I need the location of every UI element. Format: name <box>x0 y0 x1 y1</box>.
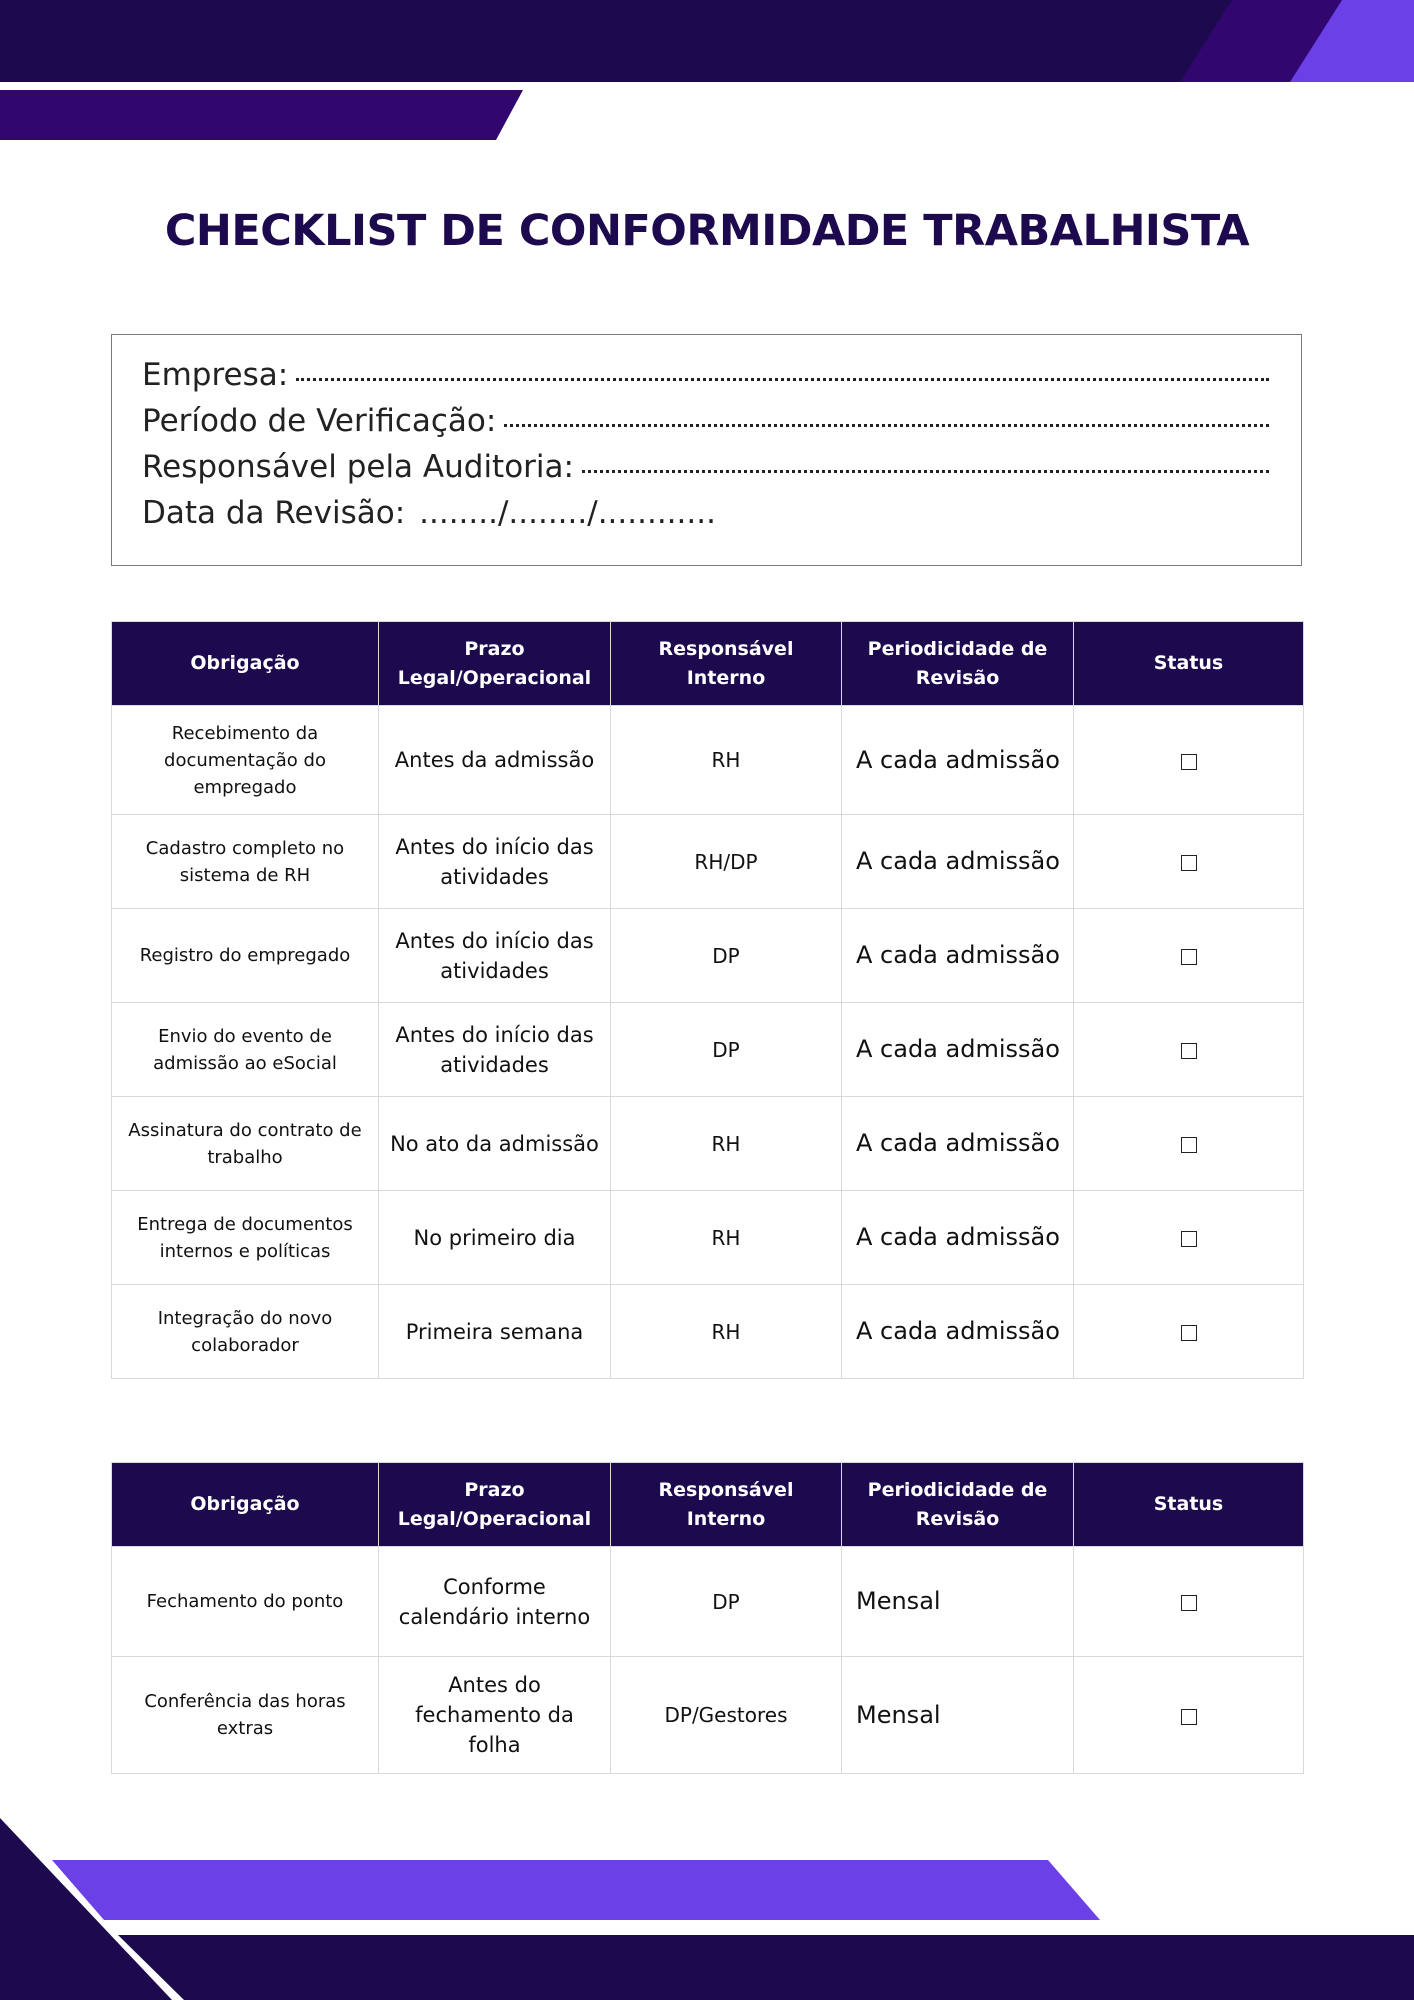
responsavel-line[interactable] <box>142 449 1269 495</box>
table-row <box>112 1003 1304 1097</box>
table-row <box>112 815 1304 909</box>
cell-prazo: Primeira semana <box>379 1285 611 1379</box>
cell-obrigacao: Assinatura do contrato de trabalho <box>112 1097 379 1191</box>
cell-obrigacao: Fechamento do ponto <box>112 1547 379 1657</box>
cell-obrigacao: Envio do evento de admissão ao eSocial <box>112 1003 379 1097</box>
cell-periodicidade: A cada admissão <box>842 1191 1074 1285</box>
status-checkbox[interactable] <box>1181 1231 1197 1247</box>
table-row <box>112 1097 1304 1191</box>
status-checkbox[interactable] <box>1181 754 1197 770</box>
table-header-row <box>112 622 1304 706</box>
cell-periodicidade: A cada admissão <box>842 706 1074 815</box>
header-responsavel: Responsável Interno <box>611 1463 842 1547</box>
cell-prazo: Antes do fechamento da folha <box>379 1657 611 1774</box>
table-header-row <box>112 1463 1304 1547</box>
responsavel-label: Responsável pela Auditoria: <box>142 449 574 485</box>
cell-periodicidade: Mensal <box>842 1657 1074 1774</box>
table-row <box>112 1285 1304 1379</box>
header-decoration <box>0 0 1414 145</box>
cell-status[interactable] <box>1074 815 1304 909</box>
cell-responsavel: RH <box>611 1285 842 1379</box>
header-prazo: Prazo Legal/Operacional <box>379 1463 611 1547</box>
status-checkbox[interactable] <box>1181 855 1197 871</box>
empresa-line[interactable] <box>142 357 1269 403</box>
periodo-label: Período de Verificação: <box>142 403 497 439</box>
empresa-label: Empresa: <box>142 357 289 393</box>
cell-status[interactable] <box>1074 1547 1304 1657</box>
cell-obrigacao: Cadastro completo no sistema de RH <box>112 815 379 909</box>
cell-periodicidade: A cada admissão <box>842 1285 1074 1379</box>
cell-status[interactable] <box>1074 1003 1304 1097</box>
cell-status[interactable] <box>1074 909 1304 1003</box>
page-title: CHECKLIST DE CONFORMIDADE TRABALHISTA <box>164 206 1250 256</box>
table-row <box>112 1191 1304 1285</box>
status-checkbox[interactable] <box>1181 1595 1197 1611</box>
status-checkbox[interactable] <box>1181 1709 1197 1725</box>
table-row <box>112 1547 1304 1657</box>
cell-status[interactable] <box>1074 706 1304 815</box>
data-field[interactable]: ......../......../............ <box>419 495 716 531</box>
footer-decoration <box>0 1818 1414 2000</box>
header-obrigacao: Obrigação <box>112 622 379 706</box>
header-periodicidade: Periodicidade de Revisão <box>842 622 1074 706</box>
cell-obrigacao: Integração do novo colaborador <box>112 1285 379 1379</box>
info-box <box>111 334 1302 566</box>
header-periodicidade: Periodicidade de Revisão <box>842 1463 1074 1547</box>
status-checkbox[interactable] <box>1181 1043 1197 1059</box>
cell-prazo: Antes do início das atividades <box>379 909 611 1003</box>
header-responsavel: Responsável Interno <box>611 622 842 706</box>
header-status: Status <box>1074 1463 1304 1547</box>
cell-responsavel: RH <box>611 1191 842 1285</box>
periodo-line[interactable] <box>142 403 1269 449</box>
cell-status[interactable] <box>1074 1285 1304 1379</box>
cell-responsavel: DP <box>611 1003 842 1097</box>
header-prazo: Prazo Legal/Operacional <box>379 622 611 706</box>
cell-periodicidade: A cada admissão <box>842 1003 1074 1097</box>
cell-responsavel: DP <box>611 909 842 1003</box>
cell-obrigacao: Recebimento da documentação do empregado <box>112 706 379 815</box>
periodo-field[interactable] <box>504 424 1269 427</box>
header-status: Status <box>1074 622 1304 706</box>
cell-prazo: Antes da admissão <box>379 706 611 815</box>
checklist-table-ponto <box>111 1462 1304 1774</box>
data-label: Data da Revisão: <box>142 495 406 531</box>
cell-periodicidade: A cada admissão <box>842 909 1074 1003</box>
cell-prazo: Antes do início das atividades <box>379 815 611 909</box>
status-checkbox[interactable] <box>1181 1325 1197 1341</box>
cell-responsavel: DP/Gestores <box>611 1657 842 1774</box>
cell-prazo: No ato da admissão <box>379 1097 611 1191</box>
cell-prazo: No primeiro dia <box>379 1191 611 1285</box>
cell-prazo: Antes do início das atividades <box>379 1003 611 1097</box>
responsavel-field[interactable] <box>582 470 1269 473</box>
empresa-field[interactable] <box>296 378 1269 381</box>
status-checkbox[interactable] <box>1181 949 1197 965</box>
cell-responsavel: DP <box>611 1547 842 1657</box>
cell-status[interactable] <box>1074 1097 1304 1191</box>
data-line[interactable] <box>142 495 1269 541</box>
cell-status[interactable] <box>1074 1657 1304 1774</box>
cell-responsavel: RH <box>611 1097 842 1191</box>
table-row <box>112 1657 1304 1774</box>
cell-periodicidade: A cada admissão <box>842 815 1074 909</box>
cell-prazo: Conforme calendário interno <box>379 1547 611 1657</box>
cell-obrigacao: Conferência das horas extras <box>112 1657 379 1774</box>
cell-periodicidade: Mensal <box>842 1547 1074 1657</box>
cell-periodicidade: A cada admissão <box>842 1097 1074 1191</box>
cell-obrigacao: Entrega de documentos internos e políticas <box>112 1191 379 1285</box>
cell-responsavel: RH/DP <box>611 815 842 909</box>
cell-status[interactable] <box>1074 1191 1304 1285</box>
table-row <box>112 706 1304 815</box>
cell-obrigacao: Registro do empregado <box>112 909 379 1003</box>
status-checkbox[interactable] <box>1181 1137 1197 1153</box>
checklist-table-admissao <box>111 621 1304 1379</box>
header-obrigacao: Obrigação <box>112 1463 379 1547</box>
cell-responsavel: RH <box>611 706 842 815</box>
table-row <box>112 909 1304 1003</box>
